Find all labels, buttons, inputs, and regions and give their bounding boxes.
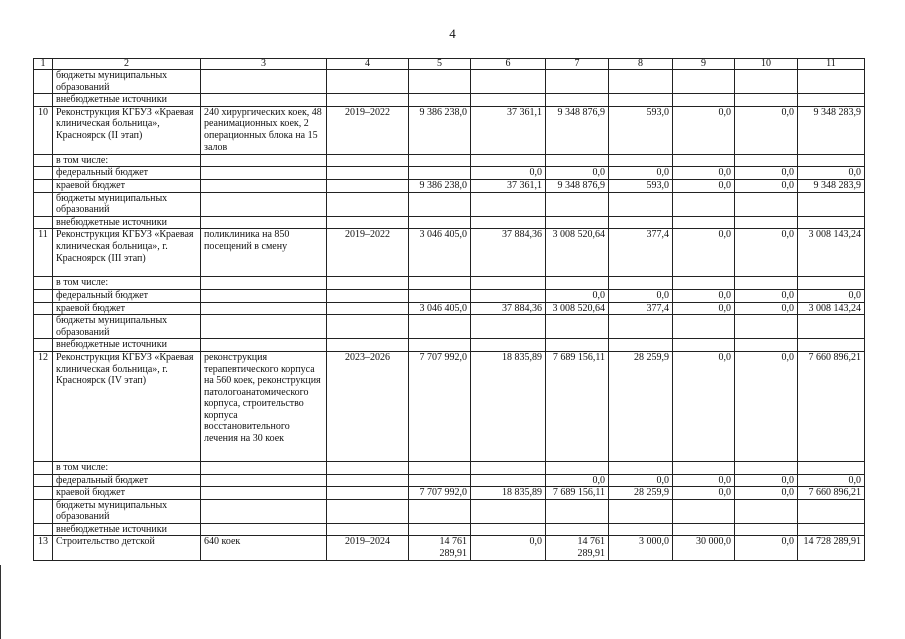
table-cell-col-10: 0,0: [735, 536, 798, 560]
table-cell-col-5: [409, 499, 471, 523]
table-cell-col-5: 3 046 405,0: [409, 302, 471, 315]
table-cell-col-3: [201, 70, 327, 94]
table-cell-col-4: [327, 167, 409, 180]
table-cell-col-9: 0,0: [673, 487, 735, 500]
table-cell-col-4: [327, 277, 409, 290]
table-cell-col-11: 7 660 896,21: [798, 487, 865, 500]
table-cell-col-4: 2019–2022: [327, 229, 409, 277]
table-cell-col-8: 28 259,9: [609, 487, 673, 500]
table-cell-col-8: [609, 216, 673, 229]
table-cell-col-5: [409, 277, 471, 290]
table-cell-col-8: [609, 154, 673, 167]
table-cell-col-4: [327, 487, 409, 500]
table-cell-col-1: 12: [34, 351, 53, 461]
table-cell-col-10: [735, 192, 798, 216]
table-row: [34, 487, 865, 500]
table-cell-col-2: в том числе:: [53, 461, 201, 474]
table-row: [34, 229, 865, 277]
table-cell-col-7: 7 689 156,11: [546, 487, 609, 500]
table-cell-col-11: [798, 499, 865, 523]
table-cell-col-1: [34, 339, 53, 352]
table-cell-col-10: 0,0: [735, 351, 798, 461]
table-cell-col-8: [609, 461, 673, 474]
table-cell-col-6: [471, 70, 546, 94]
table-cell-col-10: [735, 70, 798, 94]
table-cell-col-8: [609, 70, 673, 94]
table-cell-col-9: [673, 94, 735, 107]
table-cell-col-2: федеральный бюджет: [53, 167, 201, 180]
table-cell-col-7: 0,0: [546, 167, 609, 180]
table-cell-col-4: [327, 94, 409, 107]
table-cell-col-2: краевой бюджет: [53, 302, 201, 315]
table-cell-col-2: краевой бюджет: [53, 487, 201, 500]
budget-table: [33, 58, 865, 561]
table-row: [34, 499, 865, 523]
table-cell-col-9: 30 000,0: [673, 536, 735, 560]
column-number-1: 1: [34, 59, 53, 70]
table-cell-col-6: 18 835,89: [471, 351, 546, 461]
table-cell-col-3: [201, 487, 327, 500]
table-cell-col-5: 3 046 405,0: [409, 229, 471, 277]
table-cell-col-6: [471, 94, 546, 107]
table-cell-col-9: [673, 523, 735, 536]
table-cell-col-6: 37 884,36: [471, 302, 546, 315]
table-cell-col-11: 3 008 143,24: [798, 229, 865, 277]
table-cell-col-1: [34, 523, 53, 536]
table-cell-col-6: 37 361,1: [471, 179, 546, 192]
table-cell-col-8: 593,0: [609, 179, 673, 192]
table-cell-col-9: 0,0: [673, 474, 735, 487]
table-cell-col-11: 0,0: [798, 474, 865, 487]
table-cell-col-1: [34, 216, 53, 229]
table-cell-col-11: [798, 339, 865, 352]
table-cell-col-1: [34, 499, 53, 523]
table-cell-col-5: 7 707 992,0: [409, 351, 471, 461]
column-number-2: 2: [53, 59, 201, 70]
table-cell-col-6: [471, 499, 546, 523]
table-cell-col-5: 9 386 238,0: [409, 106, 471, 154]
table-cell-col-3: [201, 339, 327, 352]
table-cell-col-3: [201, 192, 327, 216]
table-cell-col-4: [327, 315, 409, 339]
table-cell-col-10: 0,0: [735, 289, 798, 302]
table-cell-col-7: 3 008 520,64: [546, 302, 609, 315]
table-cell-col-10: [735, 216, 798, 229]
table-cell-col-8: 377,4: [609, 302, 673, 315]
table-cell-col-3: реконструкция терапевтического корпуса на 560 коек, реконструкция патологоанатомического корпуса, строительство корпуса восстановительного лечения на 30 коек: [201, 351, 327, 461]
table-row: [34, 461, 865, 474]
table-cell-col-8: [609, 192, 673, 216]
column-number-10: 10: [735, 59, 798, 70]
table-cell-col-8: [609, 315, 673, 339]
table-cell-col-1: [34, 192, 53, 216]
table-cell-col-7: [546, 339, 609, 352]
table-cell-col-10: [735, 461, 798, 474]
table-cell-col-3: [201, 94, 327, 107]
table-cell-col-8: [609, 339, 673, 352]
table-cell-col-9: [673, 499, 735, 523]
table-cell-col-1: [34, 70, 53, 94]
table-cell-col-2: Реконструкция КГБУЗ «Краевая клиническая больница», г. Красноярск (III этап): [53, 229, 201, 277]
table-cell-col-6: [471, 461, 546, 474]
table-cell-col-6: 37 884,36: [471, 229, 546, 277]
table-cell-col-10: [735, 277, 798, 290]
table-cell-col-10: [735, 339, 798, 352]
table-row: [34, 216, 865, 229]
table-cell-col-4: [327, 499, 409, 523]
table-cell-col-7: [546, 70, 609, 94]
column-number-7: 7: [546, 59, 609, 70]
table-cell-col-7: [546, 216, 609, 229]
table-cell-col-6: [471, 289, 546, 302]
table-cell-col-9: 0,0: [673, 167, 735, 180]
table-cell-col-7: [546, 461, 609, 474]
table-cell-col-5: [409, 315, 471, 339]
table-cell-col-8: 0,0: [609, 474, 673, 487]
table-cell-col-5: [409, 216, 471, 229]
table-cell-col-7: [546, 154, 609, 167]
table-cell-col-1: [34, 277, 53, 290]
table-row: [34, 302, 865, 315]
table-cell-col-8: [609, 523, 673, 536]
table-cell-col-1: [34, 461, 53, 474]
table-cell-col-4: [327, 523, 409, 536]
scan-edge-line: [0, 565, 1, 639]
table-cell-col-2: бюджеты муниципальных образований: [53, 315, 201, 339]
table-cell-col-9: [673, 70, 735, 94]
table-cell-col-7: 7 689 156,11: [546, 351, 609, 461]
table-cell-col-7: [546, 499, 609, 523]
table-cell-col-9: [673, 216, 735, 229]
table-cell-col-1: [34, 179, 53, 192]
table-cell-col-7: [546, 315, 609, 339]
table-cell-col-11: [798, 523, 865, 536]
table-cell-col-2: внебюджетные источники: [53, 216, 201, 229]
table-cell-col-6: [471, 192, 546, 216]
table-cell-col-9: 0,0: [673, 229, 735, 277]
table-cell-col-7: 14 761 289,91: [546, 536, 609, 560]
table-cell-col-10: 0,0: [735, 474, 798, 487]
table-cell-col-2: краевой бюджет: [53, 179, 201, 192]
table-cell-col-2: в том числе:: [53, 154, 201, 167]
table-row: [34, 536, 865, 560]
table-cell-col-9: [673, 315, 735, 339]
table-cell-col-11: [798, 315, 865, 339]
table-cell-col-2: внебюджетные источники: [53, 94, 201, 107]
table-cell-col-11: 0,0: [798, 289, 865, 302]
table-cell-col-9: [673, 154, 735, 167]
table-cell-col-4: 2019–2024: [327, 536, 409, 560]
table-row: [34, 315, 865, 339]
column-number-4: 4: [327, 59, 409, 70]
table-cell-col-3: поликлиника на 850 посещений в смену: [201, 229, 327, 277]
table-row: [34, 474, 865, 487]
table-cell-col-10: 0,0: [735, 302, 798, 315]
table-cell-col-11: 3 008 143,24: [798, 302, 865, 315]
table-cell-col-5: [409, 474, 471, 487]
table-cell-col-4: [327, 216, 409, 229]
table-cell-col-11: [798, 192, 865, 216]
table-cell-col-3: [201, 499, 327, 523]
table-cell-col-10: 0,0: [735, 167, 798, 180]
table-cell-col-3: [201, 179, 327, 192]
table-cell-col-2: Строительство детской: [53, 536, 201, 560]
table-cell-col-3: [201, 277, 327, 290]
table-cell-col-4: [327, 192, 409, 216]
table-cell-col-3: 240 хирургических коек, 48 реанимационных коек, 2 операционных блока на 15 залов: [201, 106, 327, 154]
table-cell-col-8: 3 000,0: [609, 536, 673, 560]
table-cell-col-2: внебюджетные источники: [53, 339, 201, 352]
column-number-6: 6: [471, 59, 546, 70]
table-cell-col-10: 0,0: [735, 229, 798, 277]
table-cell-col-11: 7 660 896,21: [798, 351, 865, 461]
table-cell-col-1: [34, 154, 53, 167]
table-body: [34, 70, 865, 561]
table-cell-col-1: 10: [34, 106, 53, 154]
table-cell-col-10: [735, 523, 798, 536]
table-cell-col-7: [546, 523, 609, 536]
table-cell-col-4: [327, 179, 409, 192]
table-cell-col-9: 0,0: [673, 351, 735, 461]
table-cell-col-4: [327, 339, 409, 352]
column-number-11: 11: [798, 59, 865, 70]
table-row: [34, 106, 865, 154]
table-cell-col-2: бюджеты муниципальных образований: [53, 499, 201, 523]
table-cell-col-8: 0,0: [609, 289, 673, 302]
table-cell-col-7: [546, 94, 609, 107]
table-cell-col-5: [409, 70, 471, 94]
table-cell-col-5: [409, 192, 471, 216]
table-cell-col-11: [798, 461, 865, 474]
table-row: [34, 154, 865, 167]
table-cell-col-4: [327, 461, 409, 474]
table-cell-col-9: 0,0: [673, 106, 735, 154]
table-cell-col-2: внебюджетные источники: [53, 523, 201, 536]
table-cell-col-3: [201, 167, 327, 180]
table-cell-col-10: 0,0: [735, 179, 798, 192]
table-cell-col-3: [201, 302, 327, 315]
table-row: [34, 277, 865, 290]
table-cell-col-3: [201, 474, 327, 487]
table-cell-col-8: [609, 499, 673, 523]
table-cell-col-1: 11: [34, 229, 53, 277]
table-cell-col-6: 18 835,89: [471, 487, 546, 500]
table-row: [34, 289, 865, 302]
table-cell-col-7: [546, 277, 609, 290]
table-cell-col-5: 7 707 992,0: [409, 487, 471, 500]
table-row: [34, 70, 865, 94]
table-cell-col-3: [201, 154, 327, 167]
table-cell-col-5: [409, 94, 471, 107]
table-cell-col-1: 13: [34, 536, 53, 560]
table-cell-col-7: 9 348 876,9: [546, 179, 609, 192]
table-cell-col-4: [327, 289, 409, 302]
column-number-8: 8: [609, 59, 673, 70]
table-cell-col-5: [409, 523, 471, 536]
table-cell-col-1: [34, 487, 53, 500]
table-cell-col-9: [673, 461, 735, 474]
table-cell-col-2: Реконструкция КГБУЗ «Краевая клиническая больница», г. Красноярск (IV этап): [53, 351, 201, 461]
table-cell-col-9: [673, 192, 735, 216]
table-cell-col-5: [409, 154, 471, 167]
table-cell-col-6: [471, 523, 546, 536]
table-cell-col-7: 9 348 876,9: [546, 106, 609, 154]
table-cell-col-6: 0,0: [471, 536, 546, 560]
table-cell-col-4: [327, 474, 409, 487]
table-cell-col-2: федеральный бюджет: [53, 474, 201, 487]
table-cell-col-7: 0,0: [546, 474, 609, 487]
table-cell-col-9: 0,0: [673, 289, 735, 302]
table-cell-col-11: 9 348 283,9: [798, 106, 865, 154]
table-cell-col-8: 377,4: [609, 229, 673, 277]
table-cell-col-4: [327, 70, 409, 94]
table-cell-col-1: [34, 289, 53, 302]
column-number-row: [34, 59, 865, 70]
table-cell-col-2: бюджеты муниципальных образований: [53, 70, 201, 94]
column-number-5: 5: [409, 59, 471, 70]
table-cell-col-5: 14 761 289,91: [409, 536, 471, 560]
table-cell-col-6: 37 361,1: [471, 106, 546, 154]
table-cell-col-11: [798, 154, 865, 167]
table-cell-col-11: [798, 277, 865, 290]
table-cell-col-11: 9 348 283,9: [798, 179, 865, 192]
table-cell-col-6: [471, 315, 546, 339]
table-cell-col-10: [735, 315, 798, 339]
table-cell-col-10: [735, 499, 798, 523]
table-cell-col-4: [327, 154, 409, 167]
table-cell-col-2: бюджеты муниципальных образований: [53, 192, 201, 216]
table-cell-col-10: 0,0: [735, 487, 798, 500]
table-cell-col-5: [409, 339, 471, 352]
table-cell-col-1: [34, 474, 53, 487]
table-cell-col-7: 0,0: [546, 289, 609, 302]
table-cell-col-9: 0,0: [673, 302, 735, 315]
table-cell-col-8: 0,0: [609, 167, 673, 180]
table-cell-col-5: [409, 289, 471, 302]
table-cell-col-7: [546, 192, 609, 216]
table-cell-col-7: 3 008 520,64: [546, 229, 609, 277]
table-cell-col-11: 14 728 289,91: [798, 536, 865, 560]
table-cell-col-4: 2019–2022: [327, 106, 409, 154]
table-cell-col-3: [201, 315, 327, 339]
table-cell-col-10: [735, 154, 798, 167]
table-cell-col-2: Реконструкция КГБУЗ «Краевая клиническая больница», Красноярск (II этап): [53, 106, 201, 154]
table-row: [34, 192, 865, 216]
table-cell-col-2: федеральный бюджет: [53, 289, 201, 302]
table-row: [34, 167, 865, 180]
table-row: [34, 339, 865, 352]
table-row: [34, 523, 865, 536]
column-number-3: 3: [201, 59, 327, 70]
table-row: [34, 351, 865, 461]
table-cell-col-6: [471, 154, 546, 167]
table-cell-col-4: [327, 302, 409, 315]
table-cell-col-6: [471, 277, 546, 290]
table-cell-col-8: 593,0: [609, 106, 673, 154]
table-row: [34, 179, 865, 192]
table-cell-col-1: [34, 167, 53, 180]
table-row: [34, 94, 865, 107]
table-cell-col-2: в том числе:: [53, 277, 201, 290]
table-cell-col-9: [673, 277, 735, 290]
table-cell-col-9: 0,0: [673, 179, 735, 192]
table-cell-col-3: [201, 216, 327, 229]
table-cell-col-6: 0,0: [471, 167, 546, 180]
column-number-9: 9: [673, 59, 735, 70]
table-cell-col-11: [798, 94, 865, 107]
table-cell-col-6: [471, 216, 546, 229]
table-cell-col-6: [471, 474, 546, 487]
table-cell-col-4: 2023–2026: [327, 351, 409, 461]
table-cell-col-5: 9 386 238,0: [409, 179, 471, 192]
table-cell-col-5: [409, 461, 471, 474]
table-cell-col-11: 0,0: [798, 167, 865, 180]
table-cell-col-8: 28 259,9: [609, 351, 673, 461]
table-cell-col-5: [409, 167, 471, 180]
table-cell-col-3: [201, 289, 327, 302]
table-cell-col-10: [735, 94, 798, 107]
budget-table-wrapper: [33, 58, 865, 561]
table-cell-col-10: 0,0: [735, 106, 798, 154]
table-cell-col-11: [798, 216, 865, 229]
table-cell-col-3: [201, 523, 327, 536]
table-cell-col-1: [34, 94, 53, 107]
table-cell-col-1: [34, 315, 53, 339]
table-cell-col-3: [201, 461, 327, 474]
table-cell-col-8: [609, 277, 673, 290]
page-number: 4: [449, 26, 456, 41]
table-cell-col-1: [34, 302, 53, 315]
table-cell-col-3: 640 коек: [201, 536, 327, 560]
table-cell-col-6: [471, 339, 546, 352]
table-cell-col-8: [609, 94, 673, 107]
table-cell-col-9: [673, 339, 735, 352]
table-cell-col-11: [798, 70, 865, 94]
